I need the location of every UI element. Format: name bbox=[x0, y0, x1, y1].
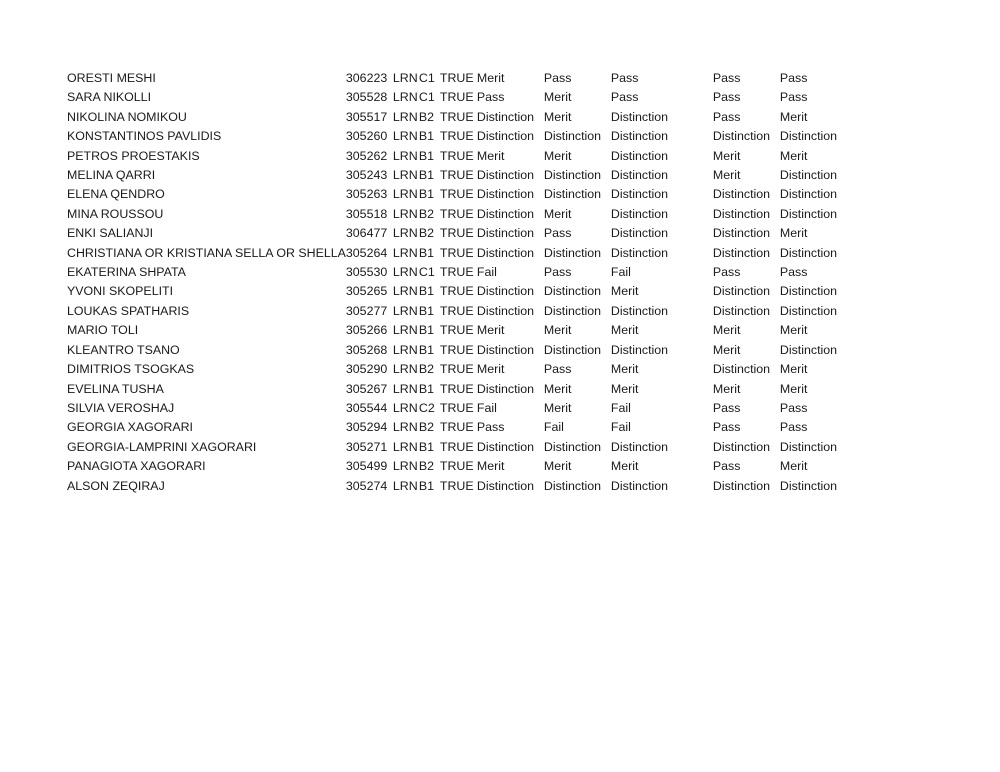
grade-2-cell: Distinction bbox=[543, 439, 602, 454]
grade-4-cell: Distinction bbox=[712, 245, 771, 260]
student-name-cell: ENKI SALIANJI bbox=[67, 226, 154, 241]
lrn-cell: LRN bbox=[392, 400, 418, 415]
grade-1-cell: Distinction bbox=[476, 381, 535, 396]
grade-1-cell: Merit bbox=[476, 323, 505, 338]
lrn-cell: LRN bbox=[392, 381, 418, 396]
student-id-cell: 305294 bbox=[345, 420, 388, 435]
grade-5-cell: Distinction bbox=[779, 129, 838, 144]
level-cell: B1 bbox=[418, 439, 435, 454]
grade-1-cell: Distinction bbox=[476, 439, 535, 454]
lrn-cell: LRN bbox=[392, 187, 418, 202]
grade-3-cell: Merit bbox=[610, 362, 639, 377]
student-id-cell: 305544 bbox=[345, 400, 388, 415]
flag-cell: TRUE bbox=[439, 284, 474, 299]
grade-3-cell: Fail bbox=[610, 400, 631, 415]
grade-5-cell: Merit bbox=[779, 226, 808, 241]
grade-3-cell: Merit bbox=[610, 381, 639, 396]
grade-3-cell: Distinction bbox=[610, 187, 669, 202]
student-id-cell: 306477 bbox=[345, 226, 388, 241]
grade-2-cell: Pass bbox=[543, 226, 572, 241]
student-name-cell: SILVIA VEROSHAJ bbox=[67, 400, 175, 415]
grade-2-cell: Merit bbox=[543, 400, 572, 415]
table-row bbox=[67, 185, 860, 204]
grade-2-cell: Pass bbox=[543, 265, 572, 280]
grade-3-cell: Fail bbox=[610, 265, 631, 280]
table-row bbox=[67, 88, 860, 107]
lrn-cell: LRN bbox=[392, 226, 418, 241]
grade-5-cell: Merit bbox=[779, 323, 808, 338]
grade-4-cell: Pass bbox=[712, 90, 741, 105]
grade-2-cell: Distinction bbox=[543, 129, 602, 144]
student-name-cell: MELINA QARRI bbox=[67, 168, 156, 183]
grade-3-cell: Distinction bbox=[610, 478, 669, 493]
lrn-cell: LRN bbox=[392, 420, 418, 435]
grade-2-cell: Distinction bbox=[543, 478, 602, 493]
grade-3-cell: Distinction bbox=[610, 168, 669, 183]
student-name-cell: EKATERINA SHPATA bbox=[67, 265, 186, 280]
table-row bbox=[67, 244, 860, 263]
student-name-cell: KONSTANTINOS PAVLIDIS bbox=[67, 129, 222, 144]
flag-cell: TRUE bbox=[439, 400, 474, 415]
lrn-cell: LRN bbox=[392, 245, 418, 260]
level-cell: B1 bbox=[418, 478, 435, 493]
table-row bbox=[67, 147, 860, 166]
student-name-cell: PETROS PROESTAKIS bbox=[67, 148, 200, 163]
grade-5-cell: Pass bbox=[779, 90, 808, 105]
table-row bbox=[67, 477, 860, 496]
grade-1-cell: Distinction bbox=[476, 187, 535, 202]
grade-3-cell: Distinction bbox=[610, 303, 669, 318]
lrn-cell: LRN bbox=[392, 303, 418, 318]
grade-1-cell: Merit bbox=[476, 362, 505, 377]
grade-4-cell: Merit bbox=[712, 323, 741, 338]
grade-4-cell: Pass bbox=[712, 400, 741, 415]
student-id-cell: 305267 bbox=[345, 381, 388, 396]
lrn-cell: LRN bbox=[392, 148, 418, 163]
table-row bbox=[67, 108, 860, 127]
grade-5-cell: Distinction bbox=[779, 206, 838, 221]
flag-cell: TRUE bbox=[439, 342, 474, 357]
level-cell: B1 bbox=[418, 129, 435, 144]
grade-1-cell: Fail bbox=[476, 400, 497, 415]
grade-1-cell: Distinction bbox=[476, 226, 535, 241]
grade-1-cell: Pass bbox=[476, 90, 505, 105]
student-id-cell: 305268 bbox=[345, 342, 388, 357]
grade-5-cell: Pass bbox=[779, 400, 808, 415]
level-cell: B1 bbox=[418, 245, 435, 260]
grade-2-cell: Merit bbox=[543, 459, 572, 474]
grade-5-cell: Distinction bbox=[779, 342, 838, 357]
lrn-cell: LRN bbox=[392, 71, 418, 85]
level-cell: B1 bbox=[418, 168, 435, 183]
level-cell: C1 bbox=[418, 265, 435, 280]
table-row bbox=[67, 321, 860, 340]
grade-5-cell: Distinction bbox=[779, 168, 838, 183]
grade-4-cell: Pass bbox=[712, 459, 741, 474]
lrn-cell: LRN bbox=[392, 459, 418, 474]
grade-4-cell: Distinction bbox=[712, 187, 771, 202]
lrn-cell: LRN bbox=[392, 168, 418, 183]
flag-cell: TRUE bbox=[439, 265, 474, 280]
grade-3-cell: Merit bbox=[610, 323, 639, 338]
grade-3-cell: Distinction bbox=[610, 226, 669, 241]
grade-1-cell: Distinction bbox=[476, 168, 535, 183]
lrn-cell: LRN bbox=[392, 206, 418, 221]
grade-3-cell: Pass bbox=[610, 71, 639, 85]
flag-cell: TRUE bbox=[439, 459, 474, 474]
level-cell: B2 bbox=[418, 420, 435, 435]
level-cell: B2 bbox=[418, 206, 435, 221]
table-row bbox=[67, 418, 860, 437]
grade-5-cell: Merit bbox=[779, 148, 808, 163]
student-name-cell: KLEANTRO TSANO bbox=[67, 342, 180, 357]
table-row bbox=[67, 127, 860, 146]
grade-4-cell: Pass bbox=[712, 420, 741, 435]
flag-cell: TRUE bbox=[439, 148, 474, 163]
grade-3-cell: Fail bbox=[610, 420, 631, 435]
grade-2-cell: Distinction bbox=[543, 303, 602, 318]
student-name-cell: LOUKAS SPATHARIS bbox=[67, 303, 190, 318]
grade-1-cell: Distinction bbox=[476, 342, 535, 357]
student-name-cell: MARIO TOLI bbox=[67, 323, 139, 338]
student-name-cell: SARA NIKOLLI bbox=[67, 90, 152, 105]
lrn-cell: LRN bbox=[392, 323, 418, 338]
grade-2-cell: Merit bbox=[543, 206, 572, 221]
student-id-cell: 305243 bbox=[345, 168, 388, 183]
grade-3-cell: Distinction bbox=[610, 245, 669, 260]
results-table bbox=[67, 69, 860, 496]
grade-3-cell: Pass bbox=[610, 90, 639, 105]
lrn-cell: LRN bbox=[392, 439, 418, 454]
grade-4-cell: Merit bbox=[712, 342, 741, 357]
level-cell: B1 bbox=[418, 148, 435, 163]
grade-2-cell: Merit bbox=[543, 323, 572, 338]
table-row bbox=[67, 399, 860, 418]
grade-2-cell: Pass bbox=[543, 362, 572, 377]
grade-4-cell: Distinction bbox=[712, 362, 771, 377]
level-cell: B1 bbox=[418, 381, 435, 396]
student-id-cell: 305528 bbox=[345, 90, 388, 105]
student-name-cell: ALSON ZEQIRAJ bbox=[67, 478, 165, 493]
grade-1-cell: Pass bbox=[476, 420, 505, 435]
grade-3-cell: Distinction bbox=[610, 342, 669, 357]
student-name-cell: ORESTI MESHI bbox=[67, 71, 156, 85]
table-row bbox=[67, 224, 860, 243]
grade-2-cell: Fail bbox=[543, 420, 564, 435]
grade-2-cell: Distinction bbox=[543, 168, 602, 183]
student-id-cell: 305266 bbox=[345, 323, 388, 338]
grade-1-cell: Merit bbox=[476, 459, 505, 474]
grade-4-cell: Merit bbox=[712, 148, 741, 163]
grade-5-cell: Distinction bbox=[779, 439, 838, 454]
level-cell: C1 bbox=[418, 71, 435, 85]
level-cell: B1 bbox=[418, 303, 435, 318]
grade-4-cell: Merit bbox=[712, 381, 741, 396]
grade-4-cell: Distinction bbox=[712, 129, 771, 144]
lrn-cell: LRN bbox=[392, 265, 418, 280]
student-name-cell: CHRISTIANA OR KRISTIANA SELLA OR SHELLA bbox=[67, 245, 346, 260]
level-cell: B1 bbox=[418, 284, 435, 299]
flag-cell: TRUE bbox=[439, 109, 474, 124]
grade-1-cell: Distinction bbox=[476, 284, 535, 299]
level-cell: B1 bbox=[418, 187, 435, 202]
level-cell: B2 bbox=[418, 459, 435, 474]
lrn-cell: LRN bbox=[392, 362, 418, 377]
level-cell: B1 bbox=[418, 323, 435, 338]
student-name-cell: MINA ROUSSOU bbox=[67, 206, 164, 221]
flag-cell: TRUE bbox=[439, 478, 474, 493]
grade-4-cell: Distinction bbox=[712, 226, 771, 241]
table-row bbox=[67, 166, 860, 185]
grade-1-cell: Distinction bbox=[476, 245, 535, 260]
student-id-cell: 305290 bbox=[345, 362, 388, 377]
lrn-cell: LRN bbox=[392, 109, 418, 124]
lrn-cell: LRN bbox=[392, 129, 418, 144]
student-name-cell: NIKOLINA NOMIKOU bbox=[67, 109, 187, 124]
table-row bbox=[67, 302, 860, 321]
grade-4-cell: Distinction bbox=[712, 284, 771, 299]
grade-1-cell: Fail bbox=[476, 265, 497, 280]
spreadsheet-page bbox=[67, 69, 967, 496]
flag-cell: TRUE bbox=[439, 90, 474, 105]
grade-1-cell: Distinction bbox=[476, 478, 535, 493]
flag-cell: TRUE bbox=[439, 381, 474, 396]
grade-2-cell: Merit bbox=[543, 90, 572, 105]
level-cell: B2 bbox=[418, 109, 435, 124]
grade-1-cell: Merit bbox=[476, 71, 505, 85]
flag-cell: TRUE bbox=[439, 187, 474, 202]
grade-4-cell: Distinction bbox=[712, 439, 771, 454]
student-name-cell: GEORGIA XAGORARI bbox=[67, 420, 193, 435]
level-cell: C2 bbox=[418, 400, 435, 415]
grade-3-cell: Distinction bbox=[610, 439, 669, 454]
lrn-cell: LRN bbox=[392, 284, 418, 299]
grade-3-cell: Distinction bbox=[610, 109, 669, 124]
grade-4-cell: Pass bbox=[712, 109, 741, 124]
lrn-cell: LRN bbox=[392, 90, 418, 105]
table-row bbox=[67, 457, 860, 476]
level-cell: C1 bbox=[418, 90, 435, 105]
grade-2-cell: Merit bbox=[543, 109, 572, 124]
table-body bbox=[67, 69, 860, 496]
student-id-cell: 305260 bbox=[345, 129, 388, 144]
student-name-cell: DIMITRIOS TSOGKAS bbox=[67, 362, 195, 377]
student-id-cell: 305277 bbox=[345, 303, 388, 318]
student-name-cell: ELENA QENDRO bbox=[67, 187, 165, 202]
grade-2-cell: Distinction bbox=[543, 187, 602, 202]
table-row bbox=[67, 360, 860, 379]
student-id-cell: 306223 bbox=[345, 71, 388, 85]
grade-1-cell: Distinction bbox=[476, 303, 535, 318]
student-id-cell: 305264 bbox=[345, 245, 388, 260]
flag-cell: TRUE bbox=[439, 168, 474, 183]
flag-cell: TRUE bbox=[439, 226, 474, 241]
grade-2-cell: Distinction bbox=[543, 245, 602, 260]
student-id-cell: 305518 bbox=[345, 206, 388, 221]
flag-cell: TRUE bbox=[439, 420, 474, 435]
grade-5-cell: Pass bbox=[779, 71, 808, 85]
flag-cell: TRUE bbox=[439, 71, 474, 85]
student-id-cell: 305262 bbox=[345, 148, 388, 163]
grade-3-cell: Distinction bbox=[610, 148, 669, 163]
student-id-cell: 305271 bbox=[345, 439, 388, 454]
table-row bbox=[67, 205, 860, 224]
flag-cell: TRUE bbox=[439, 439, 474, 454]
grade-1-cell: Merit bbox=[476, 148, 505, 163]
grade-3-cell: Merit bbox=[610, 459, 639, 474]
grade-4-cell: Distinction bbox=[712, 303, 771, 318]
table-row bbox=[67, 263, 860, 282]
grade-5-cell: Distinction bbox=[779, 284, 838, 299]
grade-2-cell: Pass bbox=[543, 71, 572, 85]
student-id-cell: 305263 bbox=[345, 187, 388, 202]
flag-cell: TRUE bbox=[439, 362, 474, 377]
student-name-cell: GEORGIA-LAMPRINI XAGORARI bbox=[67, 439, 257, 454]
table-row bbox=[67, 438, 860, 457]
grade-1-cell: Distinction bbox=[476, 129, 535, 144]
grade-5-cell: Merit bbox=[779, 362, 808, 377]
grade-1-cell: Distinction bbox=[476, 206, 535, 221]
flag-cell: TRUE bbox=[439, 206, 474, 221]
grade-2-cell: Distinction bbox=[543, 342, 602, 357]
grade-4-cell: Distinction bbox=[712, 478, 771, 493]
grade-5-cell: Distinction bbox=[779, 187, 838, 202]
grade-4-cell: Pass bbox=[712, 265, 741, 280]
lrn-cell: LRN bbox=[392, 478, 418, 493]
flag-cell: TRUE bbox=[439, 323, 474, 338]
grade-3-cell: Distinction bbox=[610, 206, 669, 221]
table-row bbox=[67, 282, 860, 301]
student-id-cell: 305530 bbox=[345, 265, 388, 280]
flag-cell: TRUE bbox=[439, 245, 474, 260]
grade-5-cell: Merit bbox=[779, 109, 808, 124]
grade-1-cell: Distinction bbox=[476, 109, 535, 124]
grade-4-cell: Pass bbox=[712, 71, 741, 85]
student-name-cell: EVELINA TUSHA bbox=[67, 381, 164, 396]
grade-2-cell: Distinction bbox=[543, 284, 602, 299]
student-id-cell: 305274 bbox=[345, 478, 388, 493]
table-row bbox=[67, 380, 860, 399]
grade-5-cell: Pass bbox=[779, 265, 808, 280]
student-id-cell: 305499 bbox=[345, 459, 388, 474]
lrn-cell: LRN bbox=[392, 342, 418, 357]
level-cell: B2 bbox=[418, 226, 435, 241]
flag-cell: TRUE bbox=[439, 303, 474, 318]
grade-3-cell: Distinction bbox=[610, 129, 669, 144]
grade-3-cell: Merit bbox=[610, 284, 639, 299]
grade-5-cell: Distinction bbox=[779, 478, 838, 493]
grade-5-cell: Distinction bbox=[779, 245, 838, 260]
grade-4-cell: Merit bbox=[712, 168, 741, 183]
student-name-cell: PANAGIOTA XAGORARI bbox=[67, 459, 206, 474]
grade-5-cell: Merit bbox=[779, 459, 808, 474]
student-name-cell: YVONI SKOPELITI bbox=[67, 284, 174, 299]
grade-5-cell: Merit bbox=[779, 381, 808, 396]
grade-5-cell: Pass bbox=[779, 420, 808, 435]
grade-2-cell: Merit bbox=[543, 381, 572, 396]
table-row bbox=[67, 69, 860, 88]
student-id-cell: 305517 bbox=[345, 109, 388, 124]
grade-2-cell: Merit bbox=[543, 148, 572, 163]
grade-4-cell: Distinction bbox=[712, 206, 771, 221]
level-cell: B1 bbox=[418, 342, 435, 357]
grade-5-cell: Distinction bbox=[779, 303, 838, 318]
flag-cell: TRUE bbox=[439, 129, 474, 144]
level-cell: B2 bbox=[418, 362, 435, 377]
table-row bbox=[67, 341, 860, 360]
student-id-cell: 305265 bbox=[345, 284, 388, 299]
